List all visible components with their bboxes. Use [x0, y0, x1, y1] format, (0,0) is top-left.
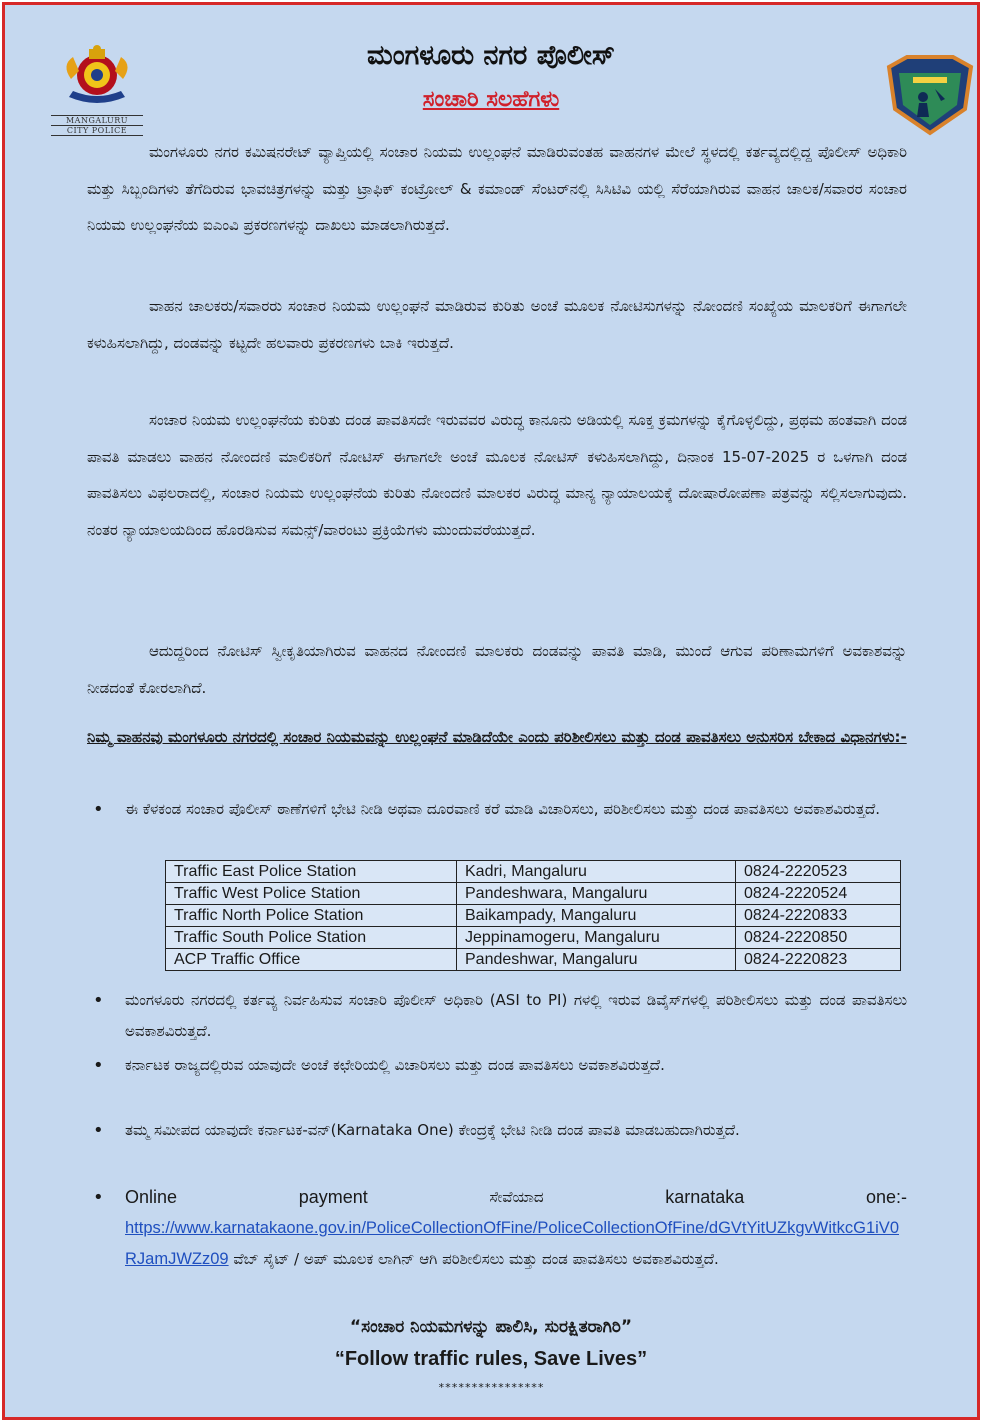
- paragraph-4-text: ಆದುದ್ದರಿಂದ ನೋಟಿಸ್ ಸ್ವೀಕೃತಿಯಾಗಿರುವ ವಾಹನದ ನೋಂದಣಿ ಮಾಲಕರು ದಂಡವನ್ನು ಪಾವತಿ ಮಾಡಿ, ಮುಂದೆ ಆಗುವ ಪರಿಣಾಮಗಳಿಗೆ ಅವಕಾಶವನ್ನು ನೀಡದಂತೆ ಕೋರಲಾಗಿದೆ.: [87, 642, 907, 697]
- table-row: [166, 883, 901, 905]
- list-item: • ತಮ್ಮ ಸಮೀಪದ ಯಾವುದೇ ಕರ್ನಾಟಕ-ವನ್(Karnataka One) ಕೇಂದ್ರಕ್ಕೆ ಭೇಟಿ ನೀಡಿ ದಂಡ ಪಾವತಿ ಮಾಡಬಹುದಾಗಿರುತ್ತದೆ.: [125, 1115, 907, 1146]
- slogan-kannada: “ಸಂಚಾರ ನಿಯಮಗಳನ್ನು ಪಾಲಿಸಿ, ಸುರಕ್ಷಿತರಾಗಿರಿ”: [349, 1317, 633, 1337]
- station-name: Traffic West Police Station: [166, 883, 457, 905]
- station-location: Kadri, Mangaluru: [457, 861, 736, 883]
- online-word: • Online: [125, 1187, 178, 1207]
- notice-page: [2, 2, 980, 1420]
- karnataka-one-payment-link[interactable]: https://www.karnatakaone.gov.in/PoliceCollectionOfFine/PoliceCollectionOfFine/dGVtYitUZkgvWitkcG1iV0RJamJWZz09: [125, 1219, 899, 1268]
- station-phone: 0824-2220833: [736, 905, 901, 927]
- paragraph-1-text: ಮಂಗಳೂರು ನಗರ ಕಮಿಷನರೇಟ್ ವ್ಯಾಪ್ತಿಯಲ್ಲಿ ಸಂಚಾರ ನಿಯಮ ಉಲ್ಲಂಘನೆ ಮಾಡಿರುವಂತಹ ವಾಹನಗಳ ಮೇಲೆ ಸ್ಥಳದಲ್ಲಿ ಕರ್ತವ್ಯದಲ್ಲಿದ್ದ ಪೊಲೀಸ್ ಅಧಿಕಾರಿ ಮತ್ತು ಸಿಬ್ಬಂದಿಗಳು ತೆಗೆದಿರುವ ಭಾವಚಿತ್ರಗಳನ್ನು ಮತ್ತು ಟ್ರಾಫಿಕ್ ಕಂಟ್ರೋಲ್ & ಕಮಾಂಡ್ ಸೆಂಟರ್‌ನಲ್ಲಿ ಸಿಸಿಟಿವಿ ಯಲ್ಲಿ ಸೆರೆಯಾಗಿರುವ ವಾಹನ ಚಾಲಕ/ಸವಾರರ ಸಂಚಾರ ನಿಯಮ ಉಲ್ಲಂಘನೆಯ ಐಎಂವಿ ಪ್ರಕರಣಗಳನ್ನು ದಾಖಲು ಮಾಡಲಾಗಿರುತ್ತದೆ.: [87, 143, 907, 234]
- slogan-english: “Follow traffic rules, Save Lives”: [334, 1348, 648, 1370]
- station-name: Traffic East Police Station: [166, 861, 457, 883]
- page-title: ಮಂಗಳೂರು ನಗರ ಪೊಲೀಸ್: [367, 40, 615, 71]
- online-payment-suffix: ವೆಬ್ ಸೈಟ್ / ಅಪ್ ಮೂಲಕ ಲಾಗಿನ್ ಆಗಿ ಪರಿಶೀಲಿಸಲು ಮತ್ತು ದಂಡ ಪಾವತಿಸಲು ಅವಕಾಶವಿರುತ್ತದೆ.: [228, 1250, 719, 1268]
- online-payment-details: [125, 1213, 907, 1275]
- station-phone: 0824-2220523: [736, 861, 901, 883]
- paragraph-1: [87, 134, 907, 244]
- table-row: [166, 949, 901, 971]
- karnataka-word: karnataka: [665, 1187, 745, 1207]
- table-row: [166, 927, 901, 949]
- station-location: Pandeshwar, Mangaluru: [457, 949, 736, 971]
- page-subtitle: ಸಂಚಾರಿ ಸಲಹೆಗಳು: [422, 87, 560, 112]
- paragraph-2-text: ವಾಹನ ಚಾಲಕರು/ಸವಾರರು ಸಂಚಾರ ನಿಯಮ ಉಲ್ಲಂಘನೆ ಮಾಡಿರುವ ಕುರಿತು ಅಂಚೆ ಮೂಲಕ ನೋಟಿಸುಗಳನ್ನು ನೋಂದಣಿ ಸಂಖ್ಯೆಯ ಮಾಲಕರಿಗೆ ಈಗಾಗಲೇ ಕಳುಹಿಸಲಾಗಿದ್ದು, ದಂಡವನ್ನು ಕಟ್ಟದೇ ಹಲವಾರು ಪ್ರಕರಣಗಳು ಬಾಕಿ ಇರುತ್ತದೆ.: [87, 297, 907, 352]
- payment-word: payment: [298, 1187, 368, 1207]
- station-phone: 0824-2220524: [736, 883, 901, 905]
- list-item: • ಕರ್ನಾಟಕ ರಾಜ್ಯದಲ್ಲಿರುವ ಯಾವುದೇ ಅಂಚೆ ಕಛೇರಿಯಲ್ಲಿ ವಿಚಾರಿಸಲು ಮತ್ತು ದಂಡ ಪಾವತಿಸಲು ಅವಕಾಶವಿರುತ್ತದೆ.: [125, 1050, 907, 1081]
- station-name: Traffic South Police Station: [166, 927, 457, 949]
- station-phone: 0824-2220823: [736, 949, 901, 971]
- station-location: Jeppinamogeru, Mangaluru: [457, 927, 736, 949]
- list-item: • ಈ ಕೆಳಕಂಡ ಸಂಚಾರ ಪೊಲೀಸ್ ಠಾಣೆಗಳಿಗೆ ಭೇಟಿ ನೀಡಿ ಅಥವಾ ದೂರವಾಣಿ ಕರೆ ಮಾಡಿ ವಿಚಾರಿಸಲು, ಪರಿಶೀಲಿಸಲು ಮತ್ತು ದಂಡ ಪಾವತಿಸಲು ಅವಕಾಶವಿರುತ್ತದೆ.: [125, 794, 907, 825]
- list-item-online-payment: [125, 1182, 907, 1275]
- paragraph-3: [87, 402, 907, 548]
- table-row: [166, 861, 901, 883]
- one-word: one:-: [865, 1187, 907, 1207]
- table-row: [166, 905, 901, 927]
- online-payment-line: [125, 1182, 907, 1213]
- station-name: Traffic North Police Station: [166, 905, 457, 927]
- service-word: ಸೇವೆಯಾದ: [489, 1188, 544, 1206]
- divider-stars: ****************: [438, 1381, 544, 1394]
- station-location: Baikampady, Mangaluru: [457, 905, 736, 927]
- station-name: ACP Traffic Office: [166, 949, 457, 971]
- paragraph-2: [87, 288, 907, 361]
- paragraph-3-text: ಸಂಚಾರ ನಿಯಮ ಉಲ್ಲಂಘನೆಯ ಕುರಿತು ದಂಡ ಪಾವತಿಸದೇ ಇರುವವರ ವಿರುದ್ಧ ಕಾನೂನು ಅಡಿಯಲ್ಲಿ ಸೂಕ್ತ ಕ್ರಮಗಳನ್ನು ಕೈಗೊಳ್ಳಲಿದ್ದು, ಪ್ರಥಮ ಹಂತವಾಗಿ ದಂಡ ಪಾವತಿ ಮಾಡಲು ವಾಹನ ನೋಂದಣಿ ಮಾಲಿಕರಿಗೆ ನೋಟಿಸ್ ಈಗಾಗಲೇ ಅಂಚೆ ಮೂಲಕ ನೋಟಿಸ್ ಕಳುಹಿಸಲಾಗಿದ್ದು, ದಿನಾಂಕ 15-07-2025 ರ ಒಳಗಾಗಿ ದಂಡ ಪಾವತಿಸಲು ವಿಫಲರಾದಲ್ಲಿ, ಸಂಚಾರ ನಿಯಮ ಉಲ್ಲಂಘನೆಯ ಕುರಿತು ನೋಂದಣಿ ಮಾಲಕರ ವಿರುದ್ಧ ಮಾನ್ಯ ನ್ಯಾಯಾಲಯಕ್ಕೆ ದೋಷಾರೋಪಣಾ ಪತ್ರವನ್ನು ಸಲ್ಲಿಸಲಾಗುವುದು. ನಂತರ ನ್ಯಾಯಾಲಯದಿಂದ ಹೊರಡಿಸುವ ಸಮನ್ಸ್/ವಾರಂಟು ಪ್ರಕ್ರಿಯೆಗಳು ಮುಂದುವರೆಯುತ್ತದೆ.: [87, 411, 907, 539]
- paragraph-4: [87, 633, 907, 706]
- logo-caption-top: MANGALURU: [51, 115, 143, 125]
- methods-heading: ನಿಮ್ಮ ವಾಹನವು ಮಂಗಳೂರು ನಗರದಲ್ಲಿ ಸಂಚಾರ ನಿಯಮವನ್ನು ಉಲ್ಲಂಘನೆ ಮಾಡಿದೆಯೇ ಎಂದು ಪರಿಶೀಲಿಸಲು ಮತ್ತು ದಂಡ ಪಾವತಿಸಲು ಅನುಸರಿಸ ಬೇಕಾದ ವಿಧಾನಗಳು:-: [87, 728, 907, 746]
- logo-caption-bottom: CITY POLICE: [51, 125, 143, 136]
- list-item: • ಮಂಗಳೂರು ನಗರದಲ್ಲಿ ಕರ್ತವ್ಯ ನಿರ್ವಹಿಸುವ ಸಂಚಾರಿ ಪೊಲೀಸ್ ಅಧಿಕಾರಿ (ASI to PI) ಗಳಲ್ಲಿ ಇರುವ ಡಿವೈಸ್‌ಗಳಲ್ಲಿ ಪರಿಶೀಲಿಸಲು ಮತ್ತು ದಂಡ ಪಾವತಿಸಲು ಅವಕಾಶವಿರುತ್ತದೆ.: [125, 985, 907, 1047]
- station-location: Pandeshwara, Mangaluru: [457, 883, 736, 905]
- station-phone: 0824-2220850: [736, 927, 901, 949]
- police-stations-table: [165, 860, 901, 971]
